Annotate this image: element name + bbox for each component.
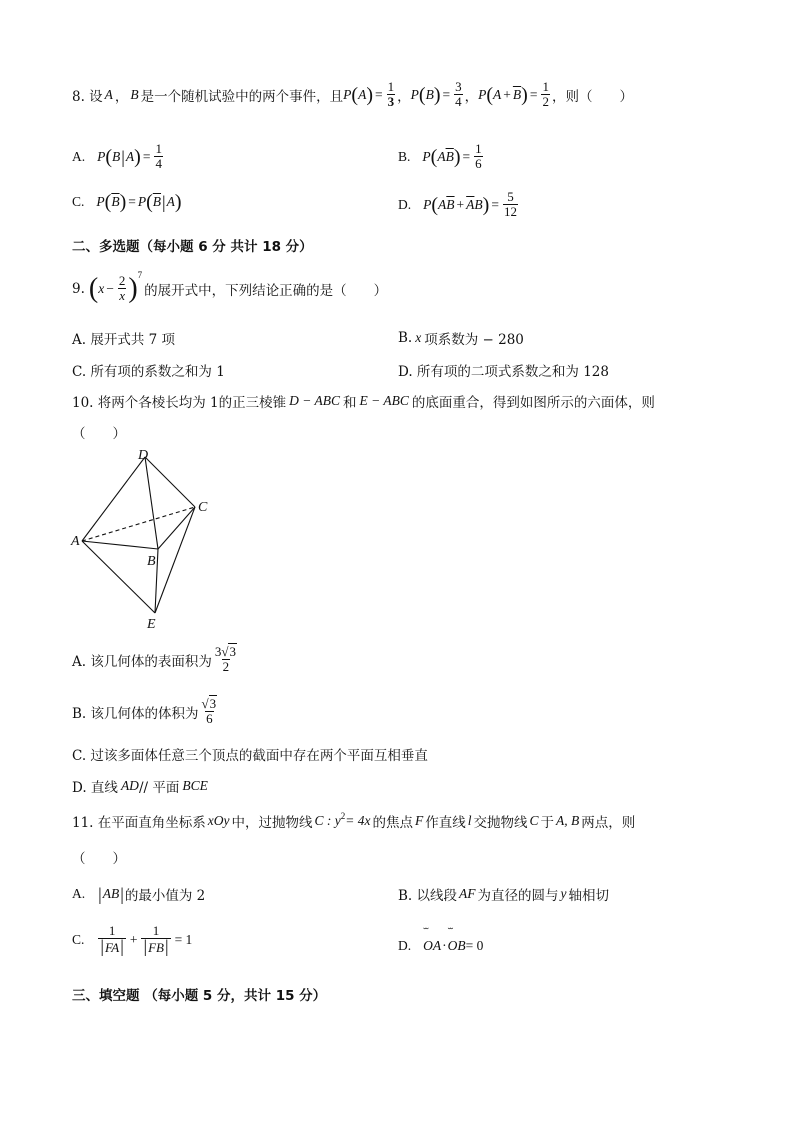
q11-xoy: xOy — [207, 813, 230, 828]
q8-pab-a: A — [493, 86, 502, 102]
edge-ae — [82, 541, 155, 613]
q10-option-b[interactable] — [72, 697, 220, 726]
q8-option-a-a: A — [125, 148, 135, 164]
q9-option-d[interactable]: D. 所有项的二项式系数之和为 128 — [398, 364, 609, 380]
q10-option-d-bce: BCE — [182, 778, 208, 793]
q9-x: x — [98, 280, 105, 296]
q8-tail: ，则（ ） — [551, 88, 633, 105]
q8-option-a-label: A. — [72, 148, 86, 164]
q8-option-b-bbar: $\overline{B}$ — [445, 148, 454, 164]
q8-option-c-a: A — [166, 194, 175, 209]
q8-pb-frac: $\frac{3}{4}$ — [455, 79, 462, 109]
label-b: B — [147, 554, 156, 569]
q8-option-b-p: P — [422, 148, 431, 164]
q11-curve: C : y — [314, 813, 341, 828]
label-d: D — [138, 448, 149, 463]
q8-option-d-frac: $\frac{5}{12}$ — [503, 189, 517, 219]
q9-option-b-label: B. — [398, 330, 413, 346]
q8-option-d-bbar1: $\overline{B}$ — [446, 196, 455, 212]
q9-tail: 的展开式中，下列结论正确的是（ ） — [144, 282, 388, 299]
q11-stem — [72, 811, 635, 831]
q10-option-d[interactable] — [72, 776, 208, 796]
q11-option-d-label: D. — [398, 938, 412, 953]
q8-pa-frac: $\frac{1}{3}$ — [387, 79, 395, 109]
q8-mid: 是一个随机试验中的两个事件，且 — [140, 88, 344, 105]
q8-event-b: B — [130, 86, 139, 102]
q9-option-b-text: 项系数为 − 280 — [424, 332, 524, 348]
q11-pre: 11. 在平面直角坐标系 — [72, 815, 206, 831]
label-c: C — [198, 500, 208, 515]
edge-bc — [158, 507, 195, 549]
q10-option-c[interactable]: C. 过该多面体任意三个顶点的截面中存在两个平面互相垂直 — [72, 748, 428, 764]
q9-minus: − — [106, 280, 114, 296]
q9-option-b[interactable] — [398, 328, 524, 348]
q8-option-c-bbar2: $\overline{B}$ — [152, 194, 162, 209]
q10-pre: 10. 将两个各棱长均为 1的正三棱锥 — [72, 395, 287, 411]
q11-option-b-label: B. 以线段 — [398, 888, 458, 904]
q11-option-c-rhs: = 1 — [174, 931, 193, 947]
q8-option-a-p: P — [97, 148, 106, 164]
q10-option-d-mid: // 平面 — [138, 780, 180, 796]
q11-sq: 2 — [340, 811, 346, 821]
q8-option-c-p1: P — [96, 194, 105, 209]
q8-option-a[interactable]: A. P ( B | A ) = $\frac{1}{4}$ — [72, 141, 162, 171]
q11-option-a[interactable]: A. | AB | 的最小值为 2 — [72, 884, 206, 904]
q8-option-d-abar2: $\overline{A}$ — [466, 196, 475, 212]
q8-option-a-b: B — [112, 148, 121, 164]
q10-eabc: E − ABC — [359, 393, 409, 408]
q8-pab-p: P — [478, 86, 487, 102]
q10-option-a-text: A. 该几何体的表面积为 — [72, 653, 212, 670]
q8-pab-frac: $\frac{1}{2}$ — [542, 79, 549, 109]
edge-ab — [82, 541, 158, 549]
q9-lead: 9. — [72, 280, 85, 297]
q11-paren: （ ） — [72, 851, 126, 867]
q8-option-c-label: C. — [72, 194, 85, 209]
q11-option-a-text: 的最小值为 2 — [124, 888, 206, 904]
q8-option-d-b2: B — [474, 196, 483, 212]
q8-stem: 8. 设 A ， B 是一个随机试验中的两个事件，且 P ( A ) = $\frac{1}{3}$ ， P ( B ) = $\frac{3}{4}$ ， P ( A + $\overline{B}$ ) = $\frac{1}{2}$ ，则（ ） — [72, 79, 633, 109]
q11-option-c-label: C. — [72, 931, 85, 947]
q11-option-d-dot: · — [442, 938, 447, 953]
q10-figure — [68, 445, 228, 635]
q10-option-a[interactable] — [72, 645, 240, 674]
q8-pab-bbar: $\overline{B}$ — [512, 86, 522, 102]
q11-mid2: 的焦点 — [372, 815, 413, 831]
q11-option-a-label: A. — [72, 886, 86, 901]
q8-option-b[interactable]: B. P ( A $\overline{B}$ ) = $\frac{1}{6}$ — [398, 141, 482, 171]
q11-option-b-text2: 轴相切 — [568, 888, 610, 904]
edge-da — [82, 457, 145, 541]
q8-option-c[interactable]: C. P ( $\overline{B}$ ) = P ( $\overline{B}$ | A ) — [72, 191, 182, 213]
q9-option-b-x: x — [415, 330, 422, 345]
q9-stem: 9. ( x − $\frac{2}{x}$ ) 7 的展开式中，下列结论正确的是（ ） — [72, 270, 388, 304]
q8-option-d-a1: A — [438, 196, 447, 212]
q8-option-b-frac: $\frac{1}{6}$ — [475, 141, 482, 171]
q11-option-b[interactable] — [398, 884, 609, 904]
q10-option-b-text: B. 该几何体的体积为 — [72, 705, 199, 722]
q8-lead: 8. 设 — [72, 88, 103, 105]
q8-option-c-p2: P — [137, 194, 147, 209]
q11-option-d-ob: ˘˘ OB — [448, 938, 466, 954]
q10-paren: （ ） — [72, 426, 126, 442]
q11-ab: A, B — [556, 813, 580, 828]
q8-pb-p: P — [410, 86, 419, 102]
q11-mid3: 作直线 — [425, 815, 466, 831]
q11-c: C — [529, 813, 539, 828]
q8-pab-plus: + — [503, 86, 511, 102]
q11-f: F — [414, 813, 424, 828]
label-a: A — [71, 534, 80, 549]
q9-option-a[interactable]: A. 展开式共 7 项 — [72, 332, 176, 348]
section-2-heading: 二、多选题（每小题 6 分 共计 18 分） — [72, 239, 313, 255]
q11-option-d-oa: ˘˘ OA — [423, 938, 441, 954]
q10-and: 和 — [343, 395, 357, 411]
q8-pb-b: B — [425, 86, 434, 102]
q11-option-d[interactable] — [398, 938, 483, 954]
q10-option-d-label: D. 直线 — [72, 780, 118, 796]
q11-mid4: 交抛物线 — [473, 815, 528, 831]
q11-mid1: 中，过抛物线 — [231, 815, 313, 831]
q8-comma: ， — [114, 88, 129, 105]
edge-dc — [145, 457, 195, 507]
q8-option-a-frac: $\frac{1}{4}$ — [155, 141, 162, 171]
q8-eq: = — [375, 86, 383, 102]
q9-option-c[interactable]: C. 所有项的系数之和为 1 — [72, 364, 225, 380]
section-3-heading: 三、填空题 （每小题 5 分，共计 15 分） — [72, 988, 327, 1004]
q8-option-d-p: P — [423, 196, 432, 212]
q11-option-c[interactable]: C. $\frac{1}{|FA|}$ + $\frac{1}{|FB|}$ = 1 — [72, 923, 193, 956]
q8-option-b-label: B. — [398, 148, 411, 164]
q10-stem — [72, 391, 655, 411]
q8-pa-a: A — [358, 86, 367, 102]
q10-dabc: D − ABC — [289, 393, 341, 408]
q11-l: l — [467, 813, 472, 828]
q8-option-b-a: A — [437, 148, 446, 164]
q11-option-d-rhs: = 0 — [465, 938, 484, 953]
q11-option-c-frac2: $\frac{1}{|FB|}$ — [143, 923, 169, 956]
q11-option-a-ab: AB — [102, 886, 120, 901]
q8-pb-eq: = — [442, 86, 451, 102]
q8-option-d[interactable]: D. P ( A $\overline{B}$ + $\overline{A}$ B ) = $\frac{5}{12}$ — [398, 189, 517, 219]
label-e: E — [147, 617, 156, 632]
q11-option-b-af: AF — [459, 886, 476, 901]
edge-ac-hidden — [82, 507, 195, 541]
q10-post: 的底面重合，得到如图所示的六面体，则 — [411, 395, 655, 411]
q11-option-b-text1: 为直径的圆与 — [477, 888, 559, 904]
q8-option-d-label: D. — [398, 196, 412, 212]
q11-curve-r: = 4x — [345, 813, 371, 828]
q10-option-a-frac: $\frac{3√3}{2}$ — [214, 644, 236, 674]
q8-event-a: A — [104, 86, 113, 102]
edge-db — [145, 457, 158, 549]
q10-option-b-frac: $\frac{√3}{6}$ — [201, 696, 217, 726]
q11-mid5: 于 — [540, 815, 555, 831]
edge-ce — [155, 507, 195, 613]
q11-option-b-y: y — [560, 886, 567, 901]
q8-pa-p: P — [343, 86, 352, 102]
q8-option-c-bbar1: $\overline{B}$ — [111, 194, 120, 209]
q9-exp: 7 — [137, 270, 143, 280]
q11-option-c-frac1: $\frac{1}{|FA|}$ — [100, 923, 124, 956]
q10-option-d-ad: AD — [120, 778, 139, 793]
q11-post: 两点，则 — [581, 815, 636, 831]
q9-frac: $\frac{2}{x}$ — [118, 273, 126, 303]
